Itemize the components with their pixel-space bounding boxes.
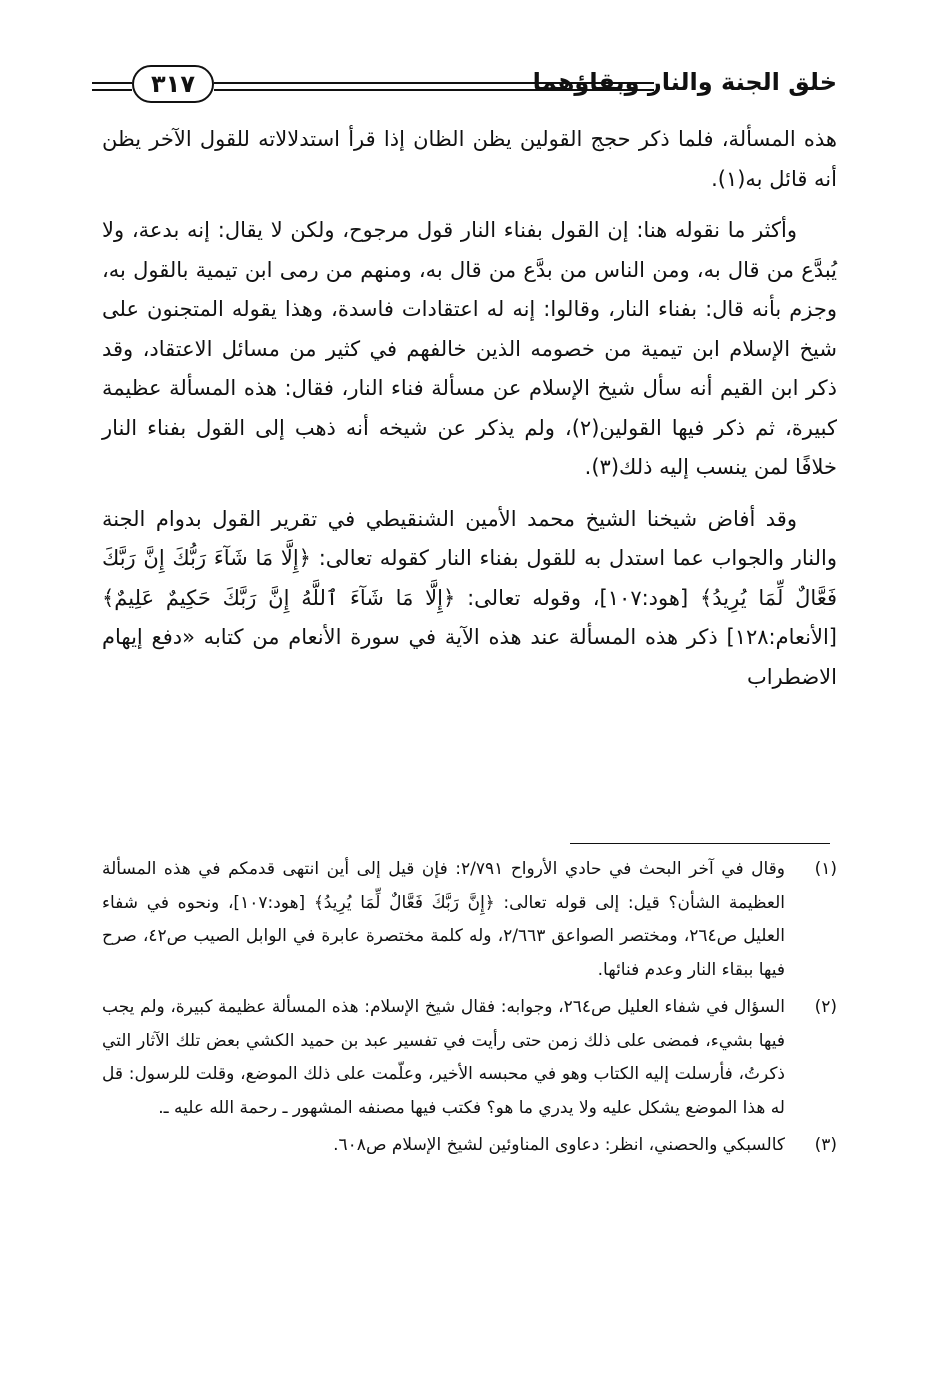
main-text [102, 120, 837, 697]
footnote [102, 991, 837, 1125]
paragraph: وقد أفاض شيخنا الشيخ محمد الأمين الشنقيطي في تقرير القول بدوام الجنة والنار والجواب عما استدل به للقول بفناء النار كقوله تعالى: ﴿إِلَّا مَا شَآءَ رَبُّكَ إِنَّ رَبَّكَ فَعَّالٌ لِّمَا يُرِيدُ﴾ [هود:١٠٧]، وقوله تعالى: ﴿إِلَّا مَا شَآءَ ٱللَّهُ إِنَّ رَبَّكَ حَكِيمٌ عَلِيمٌ﴾ [الأنعام:١٢٨] ذكر هذه المسألة عند هذه الآية في سورة الأنعام من كتابه «دفع إيهام الاضطراب [102, 506, 837, 689]
header-rule [92, 82, 132, 84]
footnote [102, 853, 837, 987]
footnote-separator [570, 843, 830, 844]
footnote-text: وقال في آخر البحث في حادي الأرواح ٢/٧٩١: فإن قيل إلى أين انتهى قدمكم في هذه المسألة العظيمة الشأن؟ قيل: إلى قوله تعالى: ﴿إِنَّ رَبَّكَ فَعَّالٌ لِّمَا يُرِيدُ﴾ [هود:١٠٧]، ونحوه في شفاء العليل ص٢٦٤، ومختصر الصواعق ٢/٦٦٣، وله كلمة مختصرة عابرة في الوابل الصيب ص٤٢، صرح فيها ببقاء النار وعدم فنائها. [102, 859, 786, 980]
header-rule [92, 89, 132, 91]
page-header [92, 62, 837, 110]
footnote-text: السؤال في شفاء العليل ص٢٦٤، وجوابه: فقال شيخ الإسلام: هذه المسألة عظيمة كبيرة، ولم يجب فيها بشيء، فمضى على ذلك زمن حتى رأيت في تفسير عبد بن حميد الكشي بعض تلك الآثار التي ذكرتُ، فأرسلت إليه الكتاب وهو في محبسه الأخير، وعلّمت على ذلك الموضع، وقلت للرسول: قل له هذا الموضع يشكل عليه ولا يدري ما هو؟ فكتب فيها مصنفه المشهور ـ رحمة الله عليه ـ. [102, 997, 785, 1118]
footnote [102, 1129, 837, 1163]
page-number: ٣١٧ [132, 65, 214, 103]
paragraph: وأكثر ما نقوله هنا: إن القول بفناء النار قول مرجوح، ولكن لا يقال: إنه بدعة، ولا يُبدَّع من قال به، ومن الناس من بدَّع من قال به، ومنهم من رمى ابن تيمية بالقول به، وجزم بأنه قال: بفناء النار، وقالوا: إنه له اعتقادات فاسدة، وهذا يقوله المتجنون على شيخ الإسلام ابن تيمية من خصومه الذين خالفهم في كثير من مسائل الاعتقاد، وقد ذكر ابن القيم أنه سأل شيخ الإسلام عن مسألة فناء النار، فقال: هذه المسألة عظيمة كبيرة، ثم ذكر فيها القولين(٢)، ولم يذكر عن شيخه أنه ذهب إلى القول بفناء النار خلافًا لمن ينسب إليه ذلك(٣). [102, 218, 837, 479]
footnote-number: (١) [814, 859, 837, 879]
running-title: خلق الجنة والنار وبقاؤهما [532, 68, 837, 96]
paragraph: هذه المسألة، فلما ذكر حجج القولين يظن الظان إذا قرأ استدلالاته للقول الآخر يظن أنه قائل به(١). [102, 127, 837, 191]
footnote-text: كالسبكي والحصني، انظر: دعاوى المناوئين لشيخ الإسلام ص٦٠٨. [333, 1135, 785, 1155]
footnotes [102, 853, 837, 1163]
footnote-number: (٣) [814, 1135, 837, 1155]
footnote-number: (٢) [814, 997, 837, 1017]
